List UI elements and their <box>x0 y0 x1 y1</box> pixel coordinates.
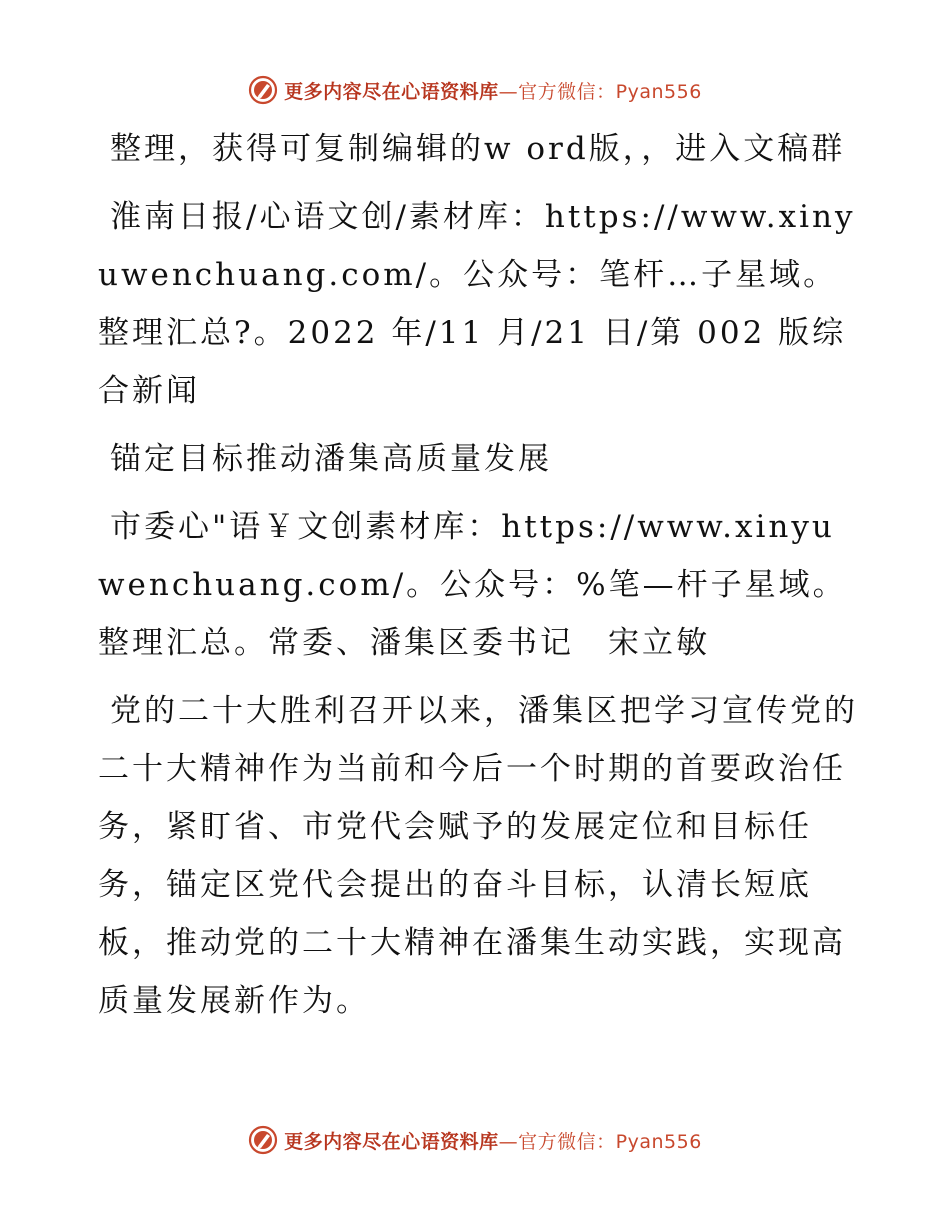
footer-watermark-banner <box>0 1120 950 1160</box>
document-body <box>98 120 858 1040</box>
paragraph-body: 党的二十大胜利召开以来，潘集区把学习宣传党的二十大精神作为当前和今后一个时期的首要政治任务，紧盯省、市党代会赋予的发展定位和目标任务，锚定区党代会提出的奋斗目标，认清长短底板，推动党的二十大精神在潘集生动实践，实现高质量发展新作为。 <box>98 693 858 1019</box>
banner-wechat-text: 官方微信：Pyan556 <box>518 80 702 103</box>
header-watermark-banner <box>0 70 950 110</box>
paragraph-intro: 整理，获得可复制编辑的w ord版，，进入文稿群 <box>110 131 846 167</box>
pen-logo-icon <box>248 75 278 105</box>
banner-wechat-text: 官方微信：Pyan556 <box>518 1130 702 1153</box>
paragraph-author: 市委心"语￥文创素材库：https://www.xinyuwenchuang.com/。公众号：%笔—杆子星域。整理汇总。常委、潘集区委书记 宋立敏 <box>98 509 847 661</box>
paragraph-source: 淮南日报/心语文创/素材库：https://www.xinyuwenchuang.com/。公众号：笔杆…子星域。整理汇总?。2022 年/11 月/21 日/第 002 版综合新闻 <box>98 199 856 409</box>
pen-logo-icon <box>248 1125 278 1155</box>
banner-separator: — <box>498 80 519 103</box>
banner-prefix-text: 更多内容尽在心语资料库 <box>284 80 499 103</box>
article-title: 锚定目标推动潘集高质量发展 <box>110 441 552 477</box>
banner-separator: — <box>498 1130 519 1153</box>
banner-prefix-text: 更多内容尽在心语资料库 <box>284 1130 499 1153</box>
